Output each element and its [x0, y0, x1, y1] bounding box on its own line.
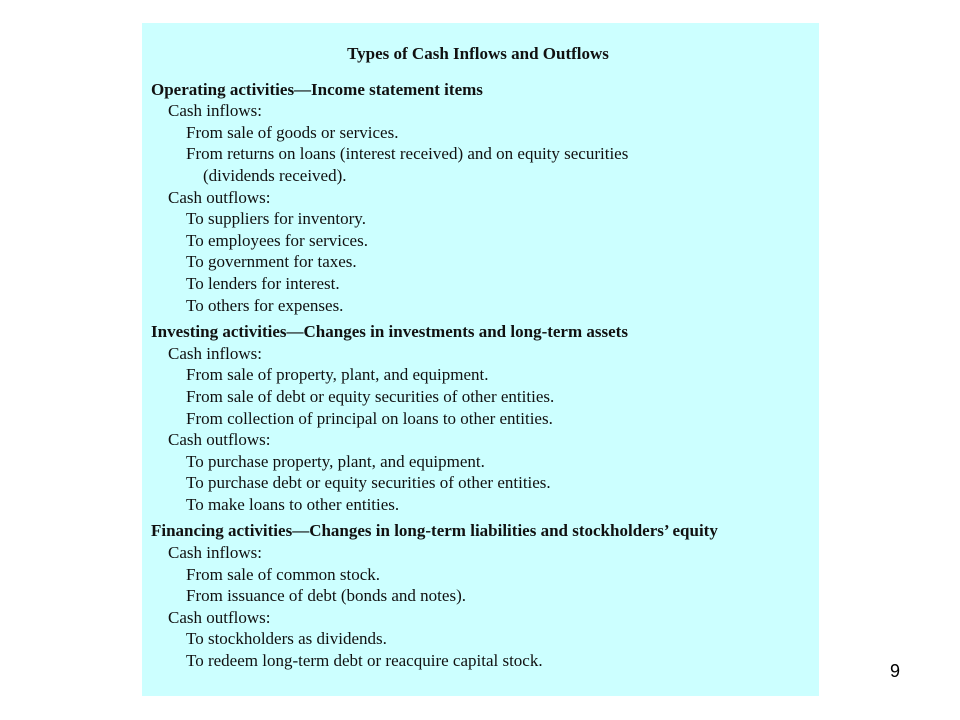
list-item: To purchase property, plant, and equipment.	[186, 451, 485, 471]
investing-outflows-label: Cash outflows:	[168, 430, 271, 450]
list-item: From sale of common stock.	[186, 564, 381, 584]
list-item: From issuance of debt (bonds and notes).	[186, 586, 466, 606]
list-item: From sale of debt or equity securities of other entities.	[186, 386, 555, 406]
list-item: To make loans to other entities.	[186, 494, 400, 514]
cash-flow-types-panel	[142, 23, 819, 696]
list-item: To redeem long-term debt or reacquire capital stock.	[186, 651, 543, 671]
panel-title: Types of Cash Inflows and Outflows	[347, 44, 609, 63]
list-item: To stockholders as dividends.	[186, 629, 387, 649]
section-operating	[151, 79, 819, 317]
list-item: To government for taxes.	[186, 252, 357, 272]
list-item: From returns on loans (interest received) and on equity securities	[186, 144, 629, 164]
list-item: To purchase debt or equity securities of other entities.	[186, 473, 551, 493]
section-financing	[151, 520, 819, 671]
section-heading-operating: Operating activities—Income statement items	[151, 79, 483, 99]
section-heading-investing: Investing activities—Changes in investments and long-term assets	[151, 322, 628, 342]
section-heading-financing: Financing activities—Changes in long-term liabilities and stockholders’ equity	[151, 521, 718, 541]
investing-inflows-label: Cash inflows:	[168, 343, 262, 363]
operating-outflows-label: Cash outflows:	[168, 187, 271, 207]
financing-inflows-label: Cash inflows:	[168, 543, 262, 563]
list-item: To suppliers for inventory.	[186, 209, 366, 229]
operating-inflows-label: Cash inflows:	[168, 101, 262, 121]
list-item: From sale of goods or services.	[186, 122, 399, 142]
list-item: To lenders for interest.	[186, 273, 340, 293]
list-item: From collection of principal on loans to other entities.	[186, 408, 553, 428]
financing-outflows-label: Cash outflows:	[168, 607, 271, 627]
list-item: To others for expenses.	[186, 295, 344, 315]
page-number: 9	[889, 661, 900, 681]
list-item-continuation: (dividends received).	[203, 165, 347, 185]
list-item: To employees for services.	[186, 230, 368, 250]
list-item: From sale of property, plant, and equipment.	[186, 365, 489, 385]
section-investing	[151, 321, 819, 515]
